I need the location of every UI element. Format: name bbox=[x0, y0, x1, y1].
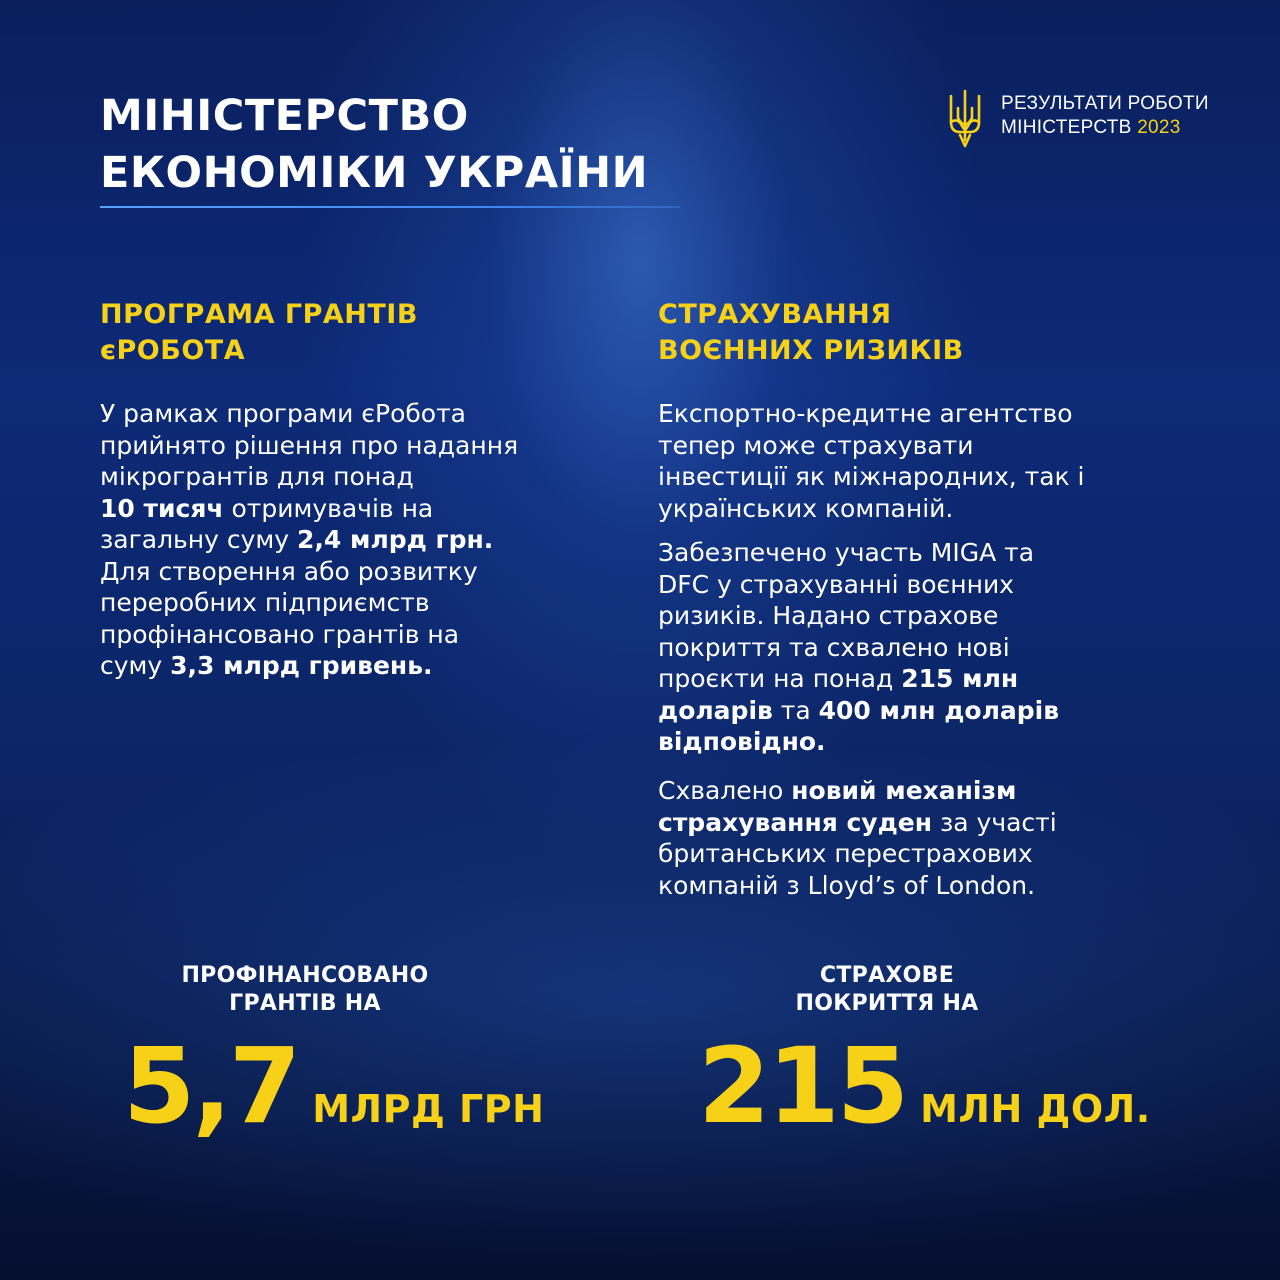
insurance-ships: страхування суден bbox=[658, 807, 933, 837]
insurance-line: покриття та схвалено нові bbox=[658, 632, 1010, 662]
insurance-amount-2: 400 млн доларів bbox=[818, 695, 1060, 725]
insurance-mechanism: новий механізм bbox=[791, 776, 1017, 805]
page-title-line-1: МІНІСТЕРСТВО bbox=[100, 91, 469, 141]
insurance-line bbox=[658, 807, 1057, 839]
insurance-line-text: проєкти на понад bbox=[658, 664, 902, 693]
grants-line bbox=[100, 524, 518, 556]
grants-line: У рамках програми єРобота bbox=[100, 399, 466, 428]
title-underline bbox=[100, 206, 680, 208]
section-title-insurance bbox=[658, 297, 1198, 369]
insurance-line: інвестиції як міжнародних, так і bbox=[658, 462, 1085, 491]
grants-processing-sum: 3,3 млрд гривень. bbox=[170, 651, 433, 680]
insurance-amount-1: 215 млн bbox=[901, 664, 1019, 693]
stat-label-insurance-line-2: ПОКРИТТЯ НА bbox=[795, 991, 979, 1016]
stat-value-grants bbox=[123, 1025, 544, 1147]
insurance-line: DFC у страхуванні воєнних bbox=[658, 569, 1014, 599]
grants-line-text: суму bbox=[100, 651, 171, 680]
grants-line: прийнято рішення про надання bbox=[100, 430, 519, 460]
grants-line bbox=[100, 650, 518, 682]
stat-unit-grants: МЛРД ГРН bbox=[312, 1087, 545, 1131]
insurance-line-text: за участі bbox=[932, 807, 1057, 837]
stat-label-grants bbox=[150, 962, 460, 1018]
stat-label-grants-line-1: ПРОФІНАНСОВАНО bbox=[181, 963, 429, 988]
insurance-amount-1-unit: доларів bbox=[658, 695, 773, 725]
badge-year: 2023 bbox=[1137, 117, 1181, 138]
page-title-line-2: ЕКОНОМІКИ УКРАЇНИ bbox=[100, 148, 649, 198]
badge-line-1: РЕЗУЛЬТАТИ РОБОТИ bbox=[1001, 93, 1209, 114]
badge-text bbox=[1001, 92, 1209, 140]
section-title-insurance-line-2: ВОЄННИХ РИЗИКІВ bbox=[658, 335, 964, 366]
grants-recipients-count: 10 тисяч bbox=[100, 493, 224, 523]
stat-number-grants: 5,7 bbox=[123, 1025, 299, 1147]
grants-line: переробних підприємств bbox=[100, 588, 430, 617]
stat-number-insurance: 215 bbox=[698, 1025, 907, 1147]
page-title bbox=[100, 88, 648, 202]
trident-icon bbox=[948, 88, 982, 150]
results-badge bbox=[948, 88, 1238, 150]
grants-line bbox=[100, 493, 518, 525]
insurance-line bbox=[658, 663, 1059, 695]
badge-line-2 bbox=[1001, 116, 1209, 140]
insurance-line: британських перестрахових bbox=[658, 839, 1033, 868]
grants-line-text: отримувачів на bbox=[223, 493, 434, 523]
insurance-line bbox=[658, 775, 1057, 807]
insurance-line-text: та bbox=[772, 695, 819, 725]
insurance-line-bold: відповідно. bbox=[658, 727, 826, 756]
insurance-line bbox=[658, 695, 1059, 727]
grants-line: Для створення або розвитку bbox=[100, 556, 478, 586]
section-title-insurance-line-1: СТРАХУВАННЯ bbox=[658, 299, 892, 330]
insurance-line: українських компаній. bbox=[658, 493, 954, 523]
grants-line: профінансовано грантів на bbox=[100, 619, 460, 649]
section-title-grants-line-1: ПРОГРАМА ГРАНТІВ bbox=[100, 299, 418, 330]
insurance-line: тепер може страхувати bbox=[658, 430, 974, 460]
section-title-grants bbox=[100, 297, 600, 369]
grants-total-sum: 2,4 млрд грн. bbox=[297, 525, 494, 554]
insurance-line: Забезпечено участь MIGA та bbox=[658, 538, 1035, 567]
stat-label-insurance-line-1: СТРАХОВЕ bbox=[819, 963, 955, 988]
stat-value-insurance bbox=[698, 1025, 1151, 1147]
insurance-line: Експортно-кредитне агентство bbox=[658, 399, 1073, 428]
insurance-paragraph-2 bbox=[658, 537, 1059, 758]
stat-label-insurance bbox=[732, 962, 1042, 1018]
insurance-line bbox=[658, 726, 1059, 758]
badge-line-2-text: МІНІСТЕРСТВ bbox=[1001, 117, 1138, 138]
section-title-grants-line-2: єРОБОТА bbox=[100, 335, 246, 366]
stat-label-grants-line-2: ГРАНТІВ НА bbox=[229, 991, 381, 1016]
grants-line-text: загальну суму bbox=[100, 525, 298, 554]
grants-line: мікрогрантів для понад bbox=[100, 462, 414, 491]
insurance-line: ризиків. Надано страхове bbox=[658, 601, 999, 630]
insurance-paragraph-1 bbox=[658, 398, 1085, 524]
insurance-line-text: Схвалено bbox=[658, 776, 792, 805]
insurance-paragraph-3 bbox=[658, 775, 1057, 901]
insurance-line: компаній з Lloyd’s of London. bbox=[658, 870, 1036, 900]
stat-unit-insurance: МЛН ДОЛ. bbox=[920, 1087, 1151, 1131]
grants-paragraph bbox=[100, 398, 518, 682]
